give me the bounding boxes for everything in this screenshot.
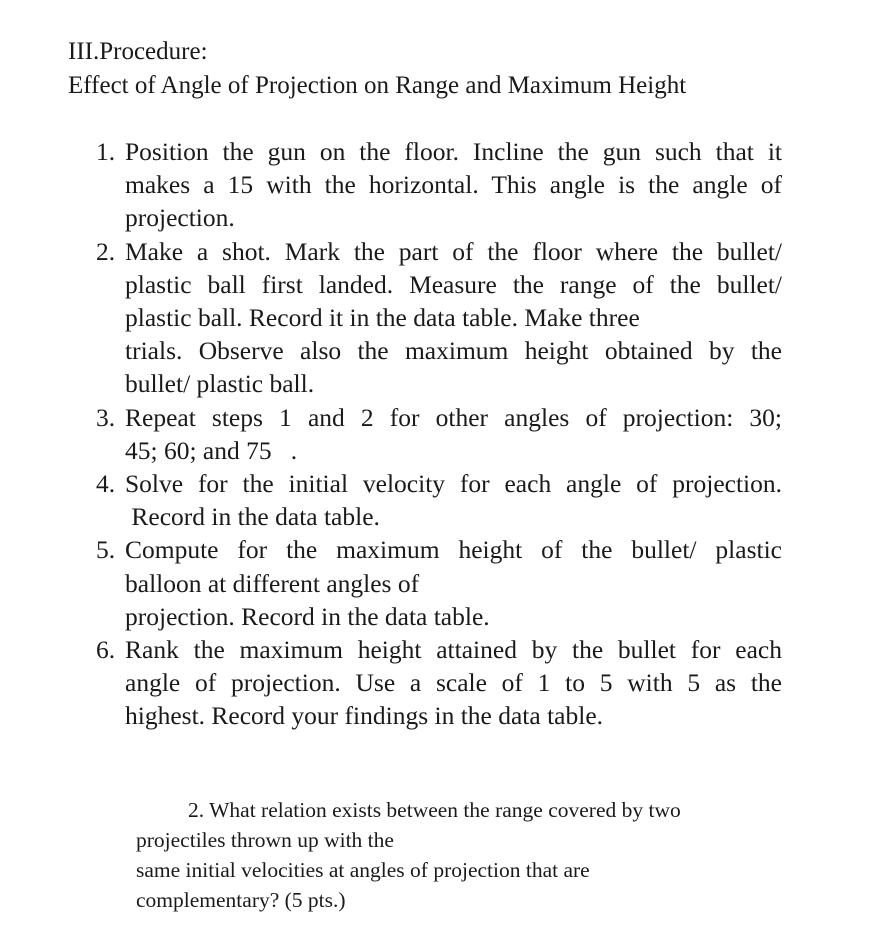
procedure-step-3 <box>96 401 796 467</box>
step-line: plastic ball. Record it in the data table. Make three <box>125 303 640 333</box>
step-line: projection. Record in the data table. <box>125 601 490 631</box>
step-line: makes a 15 with the horizontal. This angle is the angle of <box>125 170 782 200</box>
step-line: Compute for the maximum height of the bullet/ plastic <box>125 535 782 565</box>
procedure-step-1 <box>96 135 796 235</box>
question-line: projectiles thrown up with the <box>136 828 394 852</box>
procedure-step-6 <box>96 633 796 733</box>
step-line: trials. Observe also the maximum height obtained by the <box>125 336 782 366</box>
step-line: projection. <box>125 203 235 233</box>
step-line: balloon at different angles of <box>125 568 420 598</box>
step-number: 1. <box>96 137 116 166</box>
step-line: Solve for the initial velocity for each angle of projection. <box>125 469 782 499</box>
question-line: 2. What relation exists between the range covered by two <box>188 798 681 822</box>
question-line: same initial velocities at angles of projection that are <box>136 858 590 882</box>
procedure-step-4 <box>96 467 796 533</box>
step-line: bullet/ plastic ball. <box>125 369 315 399</box>
step-line: Repeat steps 1 and 2 for other angles of projection: 30; <box>125 402 782 432</box>
procedure-list <box>96 135 796 733</box>
step-line: 45; 60; and 75 . <box>125 435 298 465</box>
procedure-step-5 <box>96 533 796 633</box>
step-line: highest. Record your findings in the data table. <box>125 701 604 731</box>
subtitle: Effect of Angle of Projection on Range and Maximum Height <box>68 72 687 99</box>
step-number: 6. <box>96 635 116 665</box>
procedure-step-2 <box>96 235 796 401</box>
step-number: 2. <box>96 236 116 266</box>
step-line: plastic ball first landed. Measure the range of the bullet/ <box>125 269 782 299</box>
question-block <box>136 795 681 915</box>
step-line: Rank the maximum height attained by the bullet for each <box>125 635 782 665</box>
step-line: Record in the data table. <box>125 502 380 532</box>
section-title: III.Procedure: <box>68 38 208 65</box>
question-line: complementary? (5 pts.) <box>136 888 346 912</box>
step-line: Position the gun on the floor. Incline the gun such that it <box>125 137 782 166</box>
step-number: 3. <box>96 402 116 432</box>
step-number: 5. <box>96 535 116 565</box>
step-line: angle of projection. Use a scale of 1 to 5 with 5 as the <box>125 668 782 698</box>
step-line: Make a shot. Mark the part of the floor where the bullet/ <box>125 236 782 266</box>
step-number: 4. <box>96 469 116 499</box>
